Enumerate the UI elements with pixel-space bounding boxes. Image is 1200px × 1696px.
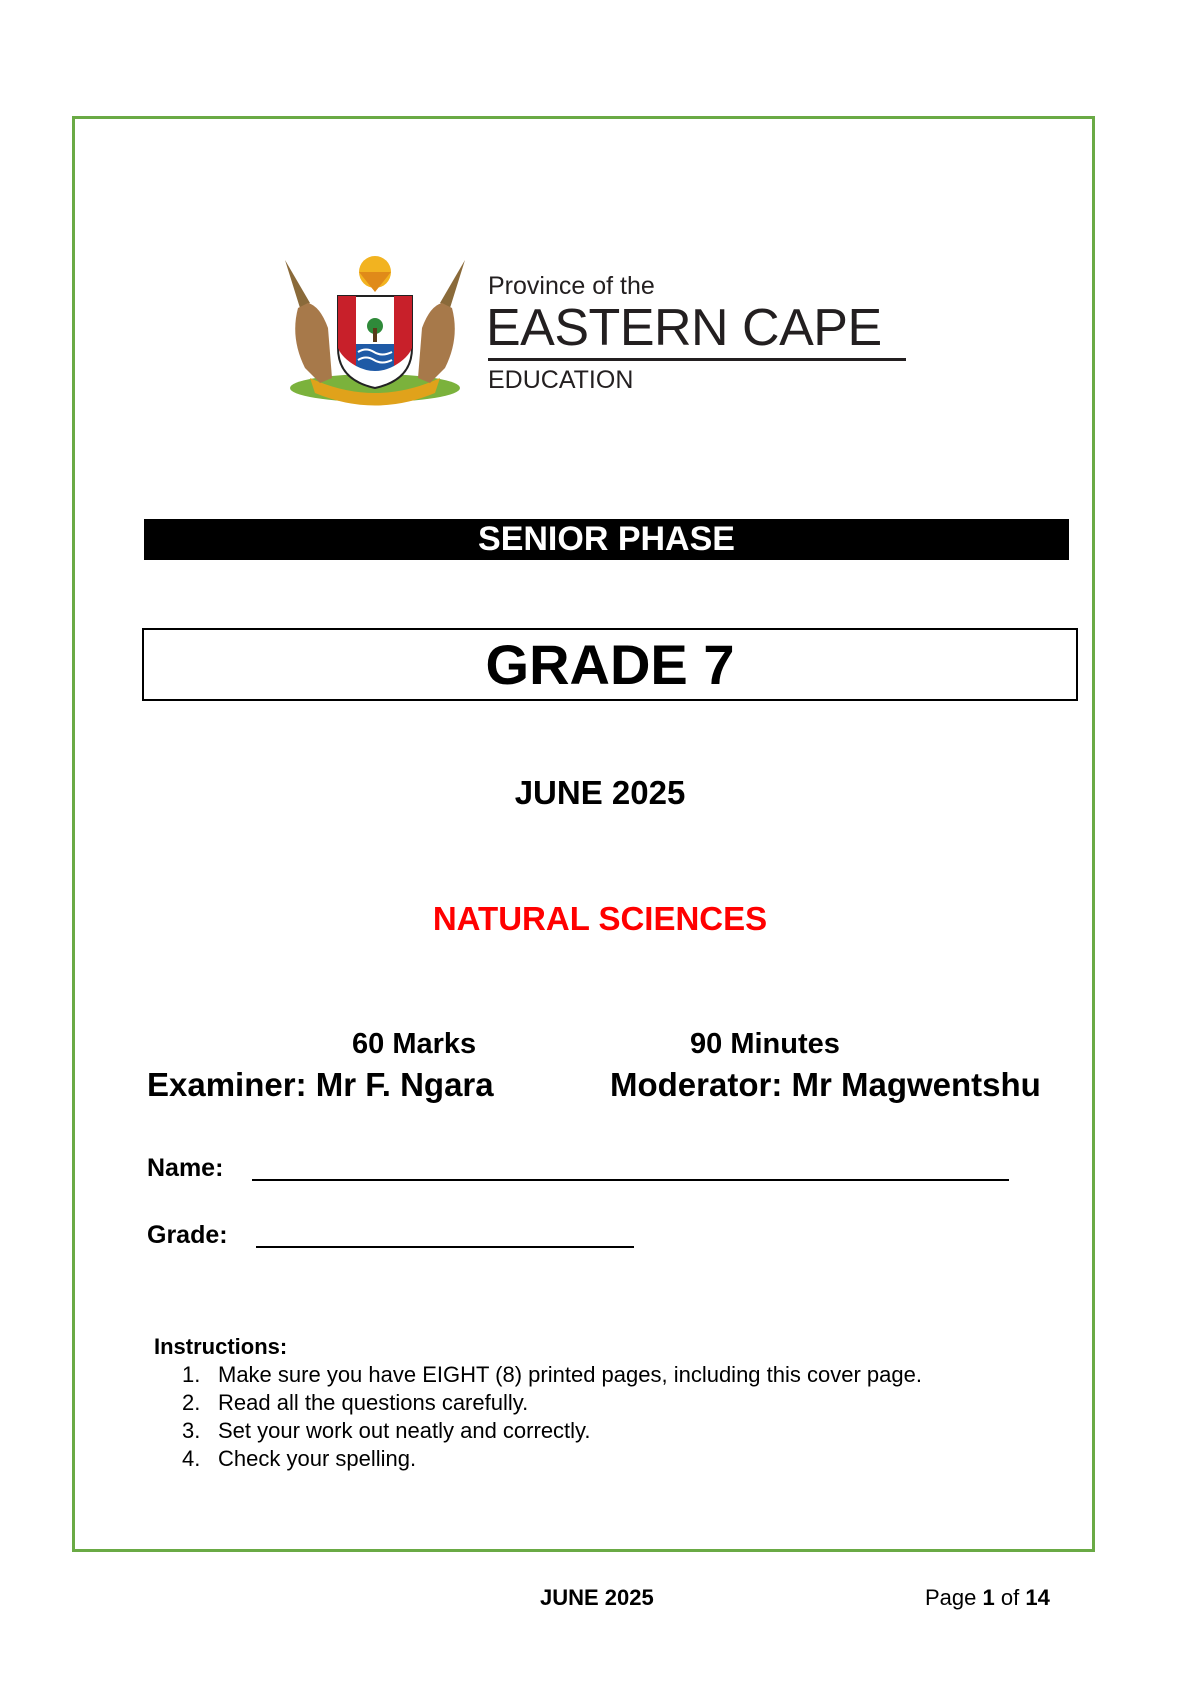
- department-logo: [270, 248, 920, 412]
- name-label: Name:: [147, 1154, 224, 1182]
- page-current: 1: [982, 1585, 995, 1610]
- list-item: [156, 1417, 922, 1445]
- coat-of-arms-icon: [270, 248, 480, 412]
- logo-line-eastern-cape: EASTERN CAPE: [486, 299, 882, 357]
- total-marks: 60 Marks: [352, 1028, 477, 1060]
- instructions-list: [156, 1361, 922, 1473]
- grade-title: GRADE 7: [142, 628, 1078, 701]
- footer-date: JUNE 2025: [540, 1585, 654, 1610]
- grade-field[interactable]: [256, 1246, 634, 1248]
- logo-line-province: Province of the: [488, 272, 655, 300]
- list-number: 4.: [182, 1446, 201, 1471]
- grade-label: Grade:: [147, 1221, 228, 1249]
- page-total: 14: [1025, 1585, 1050, 1610]
- instruction-text: Set your work out neatly and correctly.: [218, 1418, 591, 1443]
- list-number: 3.: [182, 1418, 201, 1443]
- exam-date: JUNE 2025: [514, 774, 686, 811]
- list-item: [156, 1445, 922, 1473]
- name-field[interactable]: [252, 1179, 1009, 1181]
- phase-banner: SENIOR PHASE: [144, 519, 1069, 560]
- examiner-name: Examiner: Mr F. Ngara: [147, 1066, 494, 1103]
- subject-title: NATURAL SCIENCES: [432, 900, 768, 937]
- page-prefix: Page: [925, 1585, 983, 1610]
- instruction-text: Read all the questions carefully.: [218, 1390, 529, 1415]
- list-item: [156, 1389, 922, 1417]
- logo-divider: [488, 358, 906, 361]
- logo-line-education: EDUCATION: [488, 366, 634, 394]
- page-number: [925, 1585, 1050, 1611]
- list-number: 1.: [182, 1362, 201, 1387]
- instruction-text: Make sure you have EIGHT (8) printed pages, including this cover page.: [218, 1362, 922, 1387]
- instructions-heading: Instructions:: [154, 1334, 288, 1359]
- page-of: of: [994, 1585, 1026, 1610]
- moderator-name: Moderator: Mr Magwentshu: [610, 1066, 1041, 1103]
- list-item: [156, 1361, 922, 1389]
- exam-duration: 90 Minutes: [690, 1028, 840, 1060]
- instruction-text: Check your spelling.: [218, 1446, 417, 1471]
- list-number: 2.: [182, 1390, 201, 1415]
